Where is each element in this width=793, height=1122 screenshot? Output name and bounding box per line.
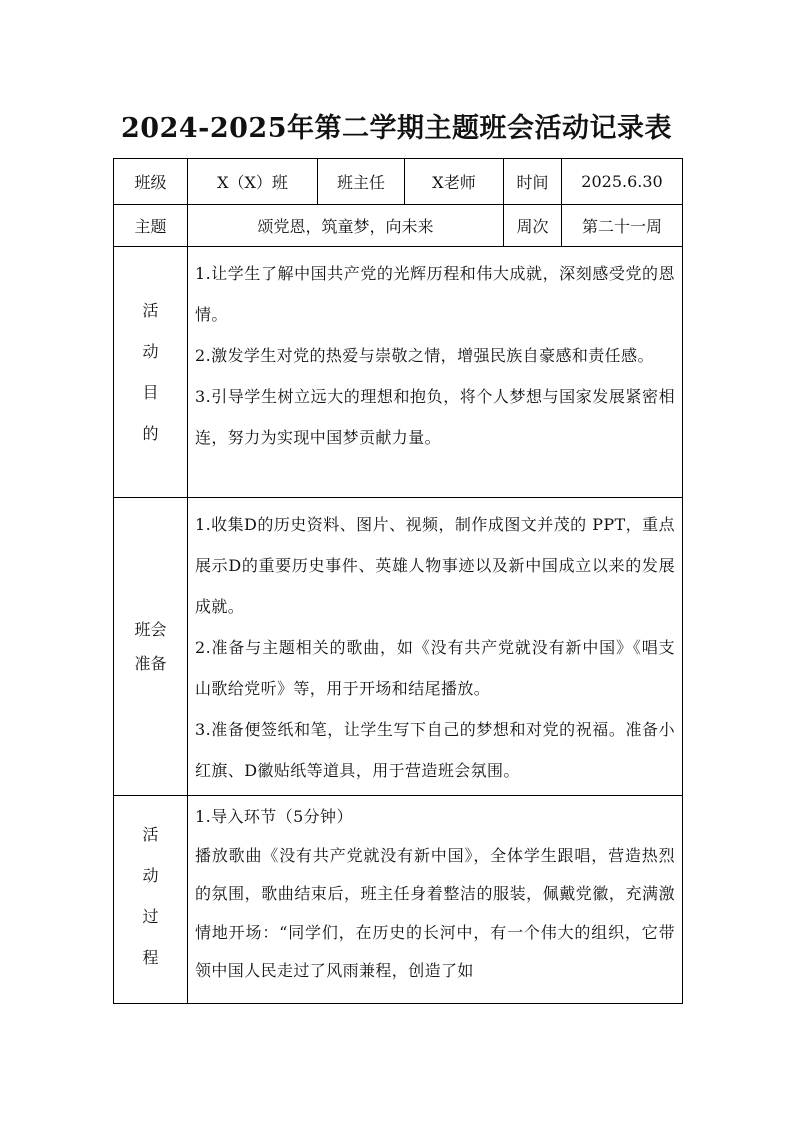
process-label-char: 动 <box>142 866 159 885</box>
goal-paragraph: 3.引导学生树立远大的理想和抱负，将个人梦想与国家发展紧密相连，努力为实现中国梦贡献力量。 <box>195 387 675 447</box>
class-value: X（X）班 <box>188 159 318 205</box>
prep-label-line: 班会 <box>134 619 167 639</box>
process-paragraph: 播放歌曲《没有共产党就没有新中国》，全体学生跟唱，营造热烈的氛围，歌曲结束后，班主任身着整洁的服装，佩戴党徽，充满激情地开场：“同学们，在历史的长河中，有一个伟大的组织，它带领中国人民走过了风雨兼程，创造了如 <box>195 845 675 980</box>
prep-paragraph: 2.准备与主题相关的歌曲，如《没有共产党就没有新中国》《唱支山歌给党听》等，用于开场和结尾播放。 <box>195 638 675 698</box>
teacher-value: X老师 <box>405 159 504 205</box>
goals-label <box>114 247 188 498</box>
time-value: 2025.6.30 <box>562 159 683 205</box>
goals-content <box>188 247 683 498</box>
goals-label-char: 的 <box>142 424 159 443</box>
class-label: 班级 <box>114 159 188 205</box>
week-label: 周次 <box>504 205 562 247</box>
process-label-char: 活 <box>142 825 159 844</box>
theme-label: 主题 <box>114 205 188 247</box>
process-heading: 1.导入环节（5分钟） <box>195 807 353 826</box>
teacher-label: 班主任 <box>318 159 405 205</box>
goals-label-char: 活 <box>142 301 159 320</box>
process-label-char: 过 <box>142 907 159 926</box>
prep-paragraph: 1.收集D的历史资料、图片、视频，制作成图文并茂的 PPT，重点展示D的重要历史事件、英雄人物事迹以及新中国成立以来的发展成就。 <box>195 515 675 616</box>
week-value: 第二十一周 <box>562 205 683 247</box>
goals-label-char: 目 <box>142 383 159 402</box>
info-row <box>114 159 683 205</box>
goals-label-char: 动 <box>142 342 159 361</box>
theme-value: 颂党恩，筑童梦，向未来 <box>188 205 504 247</box>
theme-row <box>114 205 683 247</box>
process-row <box>114 796 683 1004</box>
prep-row <box>114 498 683 796</box>
goal-paragraph: 1.让学生了解中国共产党的光辉历程和伟大成就，深刻感受党的恩情。 <box>195 264 675 324</box>
page-title: 2024-2025年第二学期主题班会活动记录表 <box>121 113 672 144</box>
time-label: 时间 <box>504 159 562 205</box>
prep-paragraph: 3.准备便签纸和笔，让学生写下自己的梦想和对党的祝福。准备小红旗、D徽贴纸等道具，用于营造班会氛围。 <box>195 720 675 780</box>
prep-content <box>188 498 683 796</box>
process-label-char: 程 <box>142 948 159 967</box>
prep-label <box>114 498 188 796</box>
process-label <box>114 796 188 1004</box>
record-table <box>113 158 683 1004</box>
goals-row <box>114 247 683 498</box>
prep-label-line: 准备 <box>134 653 167 673</box>
goal-paragraph: 2.激发学生对党的热爱与崇敬之情，增强民族自豪感和责任感。 <box>195 346 654 365</box>
process-content <box>188 796 683 1004</box>
